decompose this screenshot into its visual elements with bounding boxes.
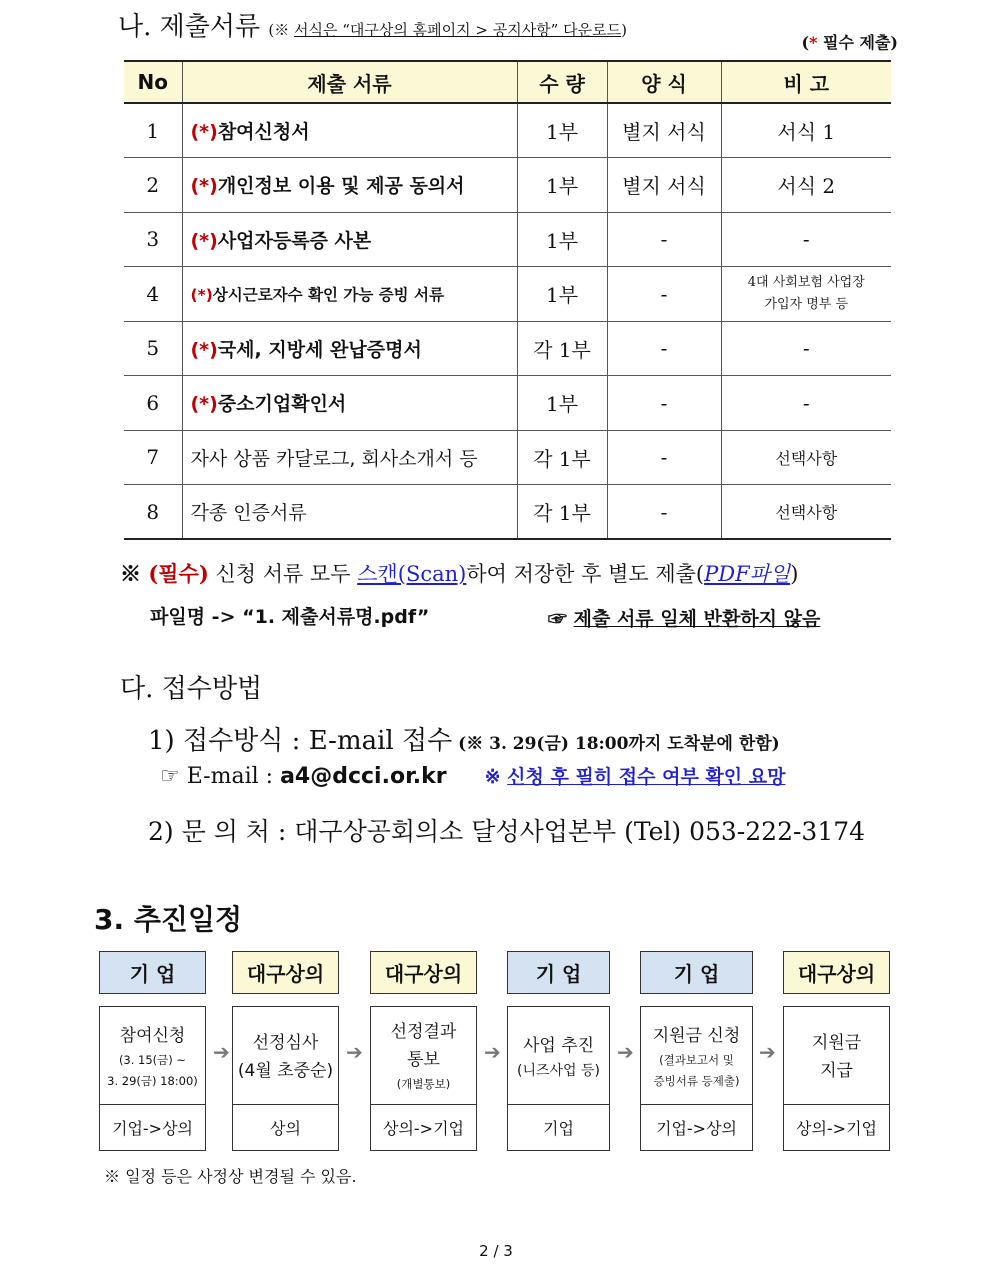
required-label: (필수) [148,561,209,586]
scan-instruction: ※ (필수) 신청 서류 모두 스캔(Scan)하여 저장한 후 별도 제출(PDF파일) [120,561,799,586]
row-no: 6 [124,376,182,431]
table-row [124,158,891,213]
header-remarks: 비 고 [721,61,891,103]
step-actor: 기업->상의 [641,1104,752,1150]
row-quantity: 각 1부 [517,321,607,376]
step-actor: 상의->기업 [784,1104,889,1150]
row-document: 자사 상품 카달로그, 회사소개서 등 [182,430,517,485]
section-da-title: 다. 접수방법 [120,674,263,704]
arrow-right-icon: ➔ [617,1040,634,1064]
row-document: (*)중소기업확인서 [182,376,517,431]
no-return-note: ☞ 제출 서류 일체 반환하지 않음 [548,608,821,630]
row-form: - [607,321,721,376]
step-review: 선정심사 (4월 초중순) 상의 [232,1006,339,1151]
schedule-note: ※ 일정 등은 사정상 변경될 수 있음. [104,1167,357,1186]
table-row [124,212,891,267]
arrow-right-icon: ➔ [213,1040,230,1064]
row-remarks: - [721,321,891,376]
row-form: - [607,212,721,267]
row-quantity: 1부 [517,212,607,267]
required-star: * [809,33,818,52]
row-remarks: - [721,212,891,267]
file-name-rule: 파일명 -> “1. 제출서류명.pdf” [150,606,430,628]
table-row [124,321,891,376]
pointing-hand-icon: ☞ [548,608,574,630]
row-quantity: 각 1부 [517,430,607,485]
actor-label: 기 업 [640,951,753,994]
step-notify: 선정결과 통보 (개별통보) 상의->기업 [370,1006,477,1151]
row-document: (*)국세, 지방세 완납증명서 [182,321,517,376]
required-mark: (*) [190,229,218,252]
row-remarks: 선택사항 [721,485,891,540]
contact-info: 2) 문 의 처 : 대구상공회의소 달성사업본부 (Tel) 053-222-3174 [148,817,866,846]
arrow-right-icon: ➔ [484,1040,501,1064]
actor-label: 기 업 [99,951,206,994]
actor-label: 대구상의 [232,951,339,994]
required-mark: (*) [190,285,213,304]
actor-label: 기 업 [507,951,610,994]
email-line: ☞ E-mail : a4@dcci.or.kr ※ 신청 후 필히 접수 여부 확인 요망 [160,764,786,789]
step-actor: 상의->기업 [371,1104,476,1150]
row-remarks: 선택사항 [721,430,891,485]
step-apply: 참여신청 (3. 15(금) ~ 3. 29(금) 18:00) 기업->상의 [99,1006,206,1151]
table-row [124,485,891,540]
step-actor: 기업 [508,1104,609,1150]
row-remarks: 서식 1 [721,103,891,158]
row-quantity: 1부 [517,158,607,213]
reception-method: 1) 접수방식 : E-mail 접수 (※ 3. 29(금) 18:00까지 도착분에 한함) [148,726,780,756]
row-document: 각종 인증서류 [182,485,517,540]
pdf-link[interactable]: PDF파일 [704,562,791,586]
actor-label: 대구상의 [783,951,890,994]
row-no: 5 [124,321,182,376]
table-row [124,267,891,322]
section-na-heading [118,6,627,43]
table-row [124,103,891,158]
section-na-note: (※ 서식은 “대구상의 홈페이지 > 공지사항” 다운로드) [268,21,627,39]
required-mark: (*) [190,393,218,416]
arrow-right-icon: ➔ [759,1040,776,1064]
header-quantity: 수 량 [517,61,607,103]
step-pay-fund: 지원금 지급 상의->기업 [783,1006,890,1151]
row-quantity: 1부 [517,376,607,431]
row-remarks: 서식 2 [721,158,891,213]
row-quantity: 1부 [517,103,607,158]
row-form: - [607,376,721,431]
step-actor: 상의 [233,1104,338,1150]
required-legend: (* 필수 제출) [801,33,898,52]
row-document: (*)상시근로자수 확인 가능 증빙 서류 [182,267,517,322]
row-quantity: 1부 [517,267,607,322]
email-warning: ※ 신청 후 필히 접수 여부 확인 요망 [484,766,786,788]
table-row [124,430,891,485]
row-document: (*)개인정보 이용 및 제공 동의서 [182,158,517,213]
table-row [124,376,891,431]
required-mark: (*) [190,175,218,198]
section-3-title: 3. 추진일정 [94,903,243,936]
email-address-link[interactable]: a4@dcci.or.kr [280,764,447,789]
file-name-example: “1. 제출서류명.pdf” [242,606,430,628]
scan-link[interactable]: 스캔(Scan) [357,562,467,586]
row-no: 1 [124,103,182,158]
row-quantity: 각 1부 [517,485,607,540]
row-form: 별지 서식 [607,103,721,158]
table-header-row [124,61,891,103]
section-na-title: 나. 제출서류 [118,12,261,42]
step-request-fund: 지원금 신청 (결과보고서 및 증빙서류 등제출) 기업->상의 [640,1006,753,1151]
row-form: - [607,430,721,485]
row-form: - [607,267,721,322]
page-number: 2 / 3 [479,1242,513,1260]
row-form: 별지 서식 [607,158,721,213]
actor-label: 대구상의 [370,951,477,994]
documents-table [124,60,891,540]
row-remarks: 4대 사회보험 사업장 가입자 명부 등 [721,267,891,322]
header-document: 제출 서류 [182,61,517,103]
row-no: 4 [124,267,182,322]
header-no: No [124,61,182,103]
row-no: 3 [124,212,182,267]
row-no: 2 [124,158,182,213]
row-remarks: - [721,376,891,431]
row-document: (*)사업자등록증 사본 [182,212,517,267]
arrow-right-icon: ➔ [346,1040,363,1064]
row-document: (*)참여신청서 [182,103,517,158]
row-no: 7 [124,430,182,485]
header-form: 양 식 [607,61,721,103]
step-actor: 기업->상의 [100,1104,205,1150]
step-execute: 사업 추진 (니즈사업 등) 기업 [507,1006,610,1151]
row-form: - [607,485,721,540]
required-mark: (*) [190,338,218,361]
row-no: 8 [124,485,182,540]
required-mark: (*) [190,121,218,143]
